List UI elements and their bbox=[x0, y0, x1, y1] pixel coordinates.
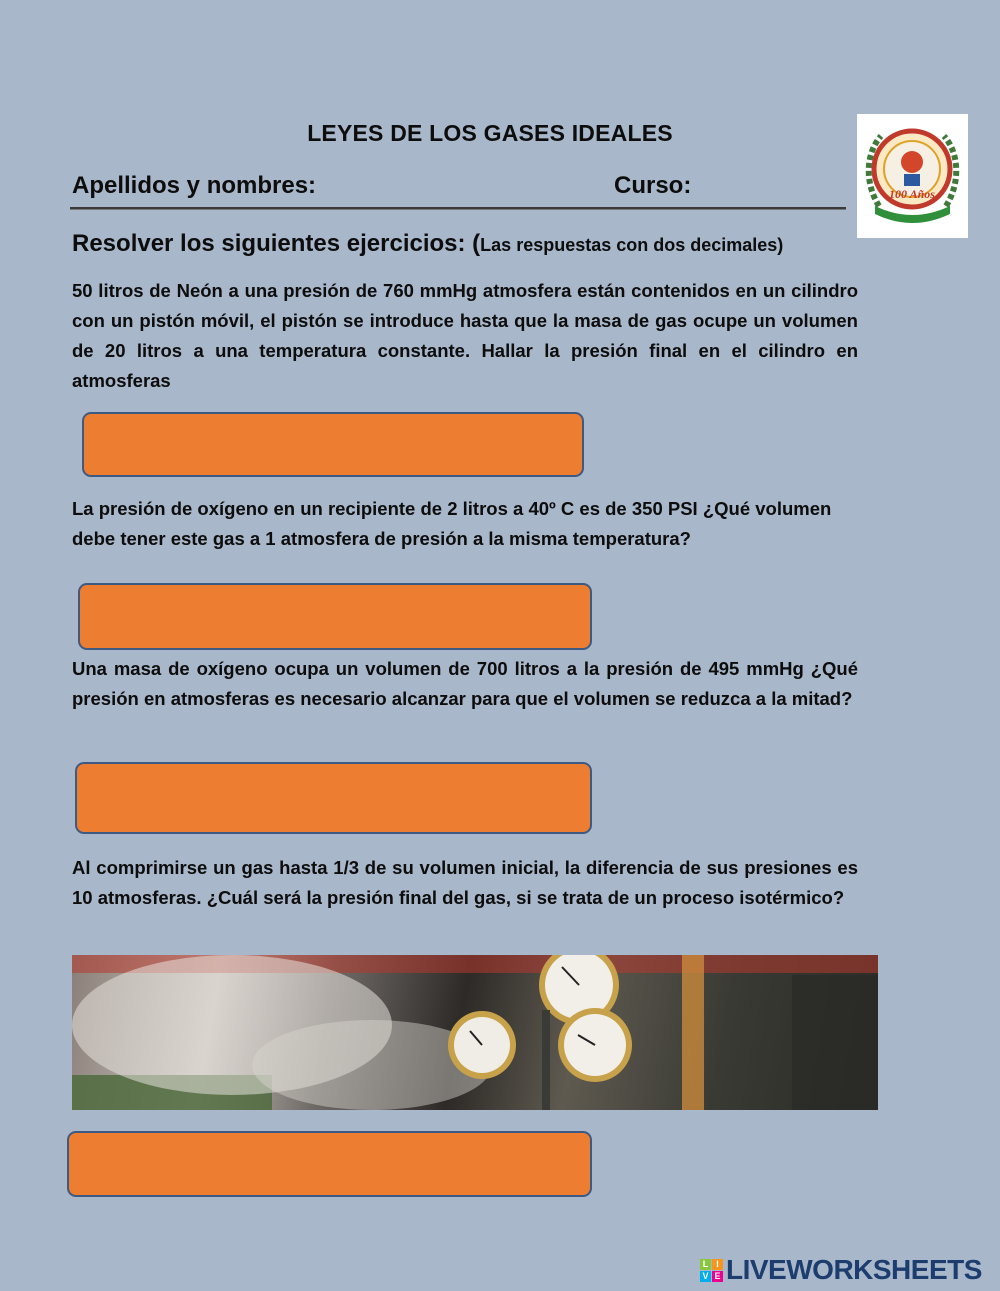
instructions-main: Resolver los siguientes ejercicios: ( bbox=[72, 230, 481, 257]
question-3: Una masa de oxígeno ocupa un volumen de 700 litros a la presión de 495 mmHg ¿Qué presión en atmosferas es necesario alcanzar para que el volumen se reduzca a la mitad? bbox=[72, 658, 858, 709]
pressure-gauges-photo bbox=[72, 955, 878, 1110]
name-label: Apellidos y nombres: bbox=[72, 172, 317, 199]
answer-box-1[interactable] bbox=[82, 412, 584, 477]
live-badge-icon: L I V E bbox=[700, 1259, 723, 1282]
question-2: La presión de oxígeno en un recipiente de 2 litros a 40º C es de 350 PSI ¿Qué volumen debe tener este gas a 1 atmosfera de presión a la misma temperatura? bbox=[72, 498, 832, 549]
brand-name: LIVEWORKSHEETS bbox=[726, 1254, 982, 1285]
answer-box-2[interactable] bbox=[78, 583, 592, 650]
page-title: LEYES DE LOS GASES IDEALES bbox=[307, 120, 673, 146]
answer-box-3[interactable] bbox=[75, 762, 592, 834]
instructions-note: Las respuestas con dos decimales) bbox=[480, 235, 784, 255]
question-4: Al comprimirse un gas hasta 1/3 de su volumen inicial, la diferencia de sus presiones es 10 atmosferas. ¿Cuál será la presión final del gas, si se trata de un proceso isotérmico? bbox=[72, 857, 858, 908]
logo-banner-text: 100 Años bbox=[889, 187, 935, 201]
school-logo bbox=[857, 114, 968, 238]
instructions bbox=[72, 230, 783, 258]
course-label: Curso: bbox=[614, 172, 692, 199]
answer-box-4[interactable] bbox=[67, 1131, 592, 1197]
liveworksheets-logo[interactable] bbox=[700, 1254, 982, 1286]
header-divider bbox=[70, 207, 846, 210]
question-1: 50 litros de Neón a una presión de 760 mmHg atmosfera están contenidos en un cilindro con un pistón móvil, el pistón se introduce hasta que la masa de gas ocupe un volumen de 20 litros a una temperatura constante. Hallar la presión final en el cilindro en atmosferas bbox=[72, 280, 858, 391]
